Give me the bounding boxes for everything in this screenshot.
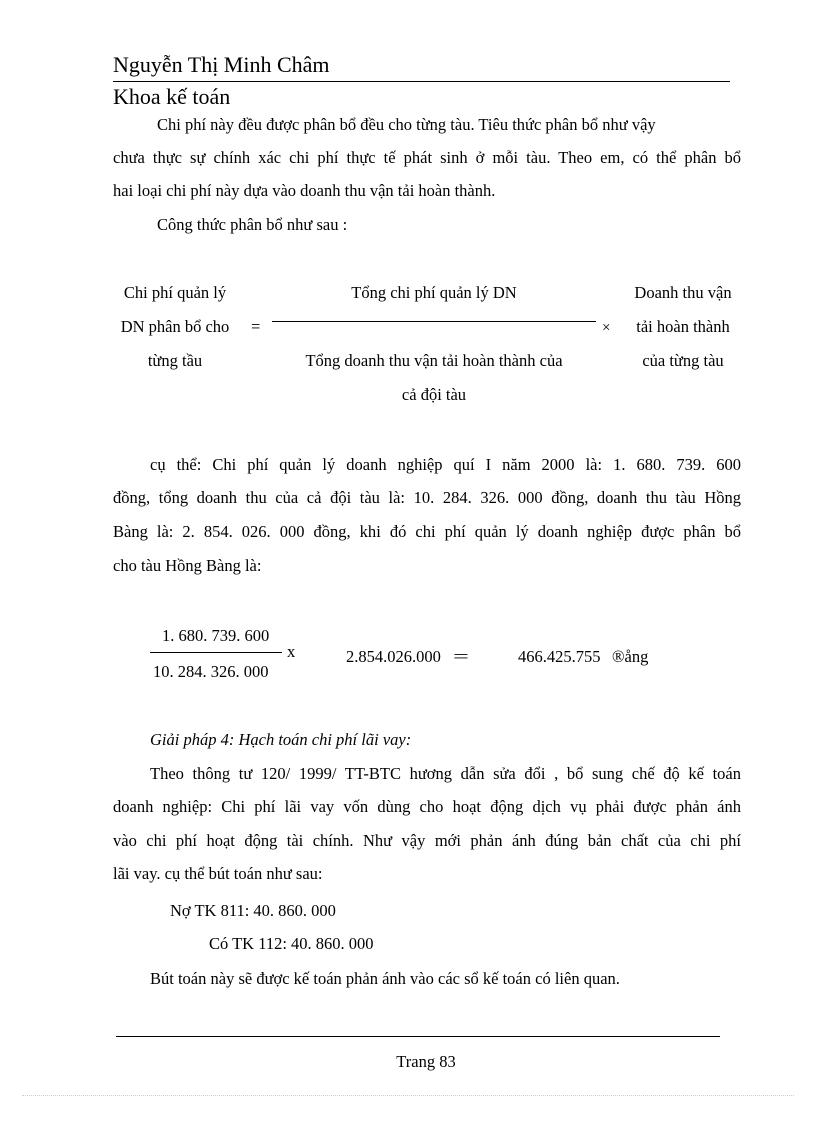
closing-sentence: Bút toán này sẽ được kế toán phản ánh vào các sổ kế toán có liên quan.: [150, 969, 620, 988]
intro-line-3: hai loại chi phí này dựa vào doanh thu vận tải hoàn thành.: [113, 181, 496, 200]
footer-rule: [116, 1036, 720, 1037]
calc-times: x: [287, 642, 296, 661]
formula-denominator-line-1: Tổng doanh thu vận tải hoàn thành của: [305, 351, 563, 370]
formula-times: ×: [602, 320, 611, 336]
intro-line-1: Chi phí này đều được phân bổ đều cho từng tàu. Tiêu thức phân bổ như vậy: [157, 115, 656, 134]
journal-credit: Có TK 112: 40. 860. 000: [209, 934, 374, 953]
formula-equals: =: [251, 317, 261, 336]
calc-numerator: 1. 680. 739. 600: [162, 626, 270, 645]
calc-fraction-bar: [150, 652, 282, 653]
example-line-3: Bàng là: 2. 854. 026. 000 đồng, khi đó chi phí quản lý doanh nghiệp được phân bổ: [113, 522, 741, 541]
solution-heading: Giải pháp 4: Hạch toán chi phí lãi vay:: [150, 730, 412, 749]
calc-result: 466.425.755: [518, 647, 601, 666]
example-line-1: cụ thể: Chi phí quản lý doanh nghiệp quí I năm 2000 là: 1. 680. 739. 600: [150, 455, 741, 474]
solution-line-1: Theo thông tư 120/ 1999/ TT-BTC hương dẫn sửa đổi , bổ sung chế độ kế toán: [150, 764, 741, 783]
formula-right-line-2: tải hoàn thành: [636, 317, 730, 336]
formula-denominator-line-2: cả đội tàu: [401, 385, 467, 404]
author-name: Nguyễn Thị Minh Châm: [113, 52, 330, 77]
formula-right-line-3: của từng tàu: [642, 351, 724, 370]
formula-left-line-1: Chi phí quản lý: [123, 283, 227, 302]
formula-fraction-bar: [272, 321, 596, 322]
formula-numerator: Tổng chi phí quản lý DN: [351, 283, 517, 302]
department-name: Khoa kế toán: [113, 84, 231, 109]
calc-unit: ®ång: [612, 647, 649, 666]
intro-line-2: chưa thực sự chính xác chi phí thực tế phát sinh ở mỗi tàu. Theo em, có thể phân bổ: [113, 148, 741, 167]
solution-line-3: vào chi phí hoạt động tài chính. Như vậy mới phản ánh đúng bản chất của chi phí: [113, 831, 741, 850]
formula-right-line-1: Doanh thu vận: [634, 283, 732, 302]
solution-line-4: lãi vay. cụ thể bút toán như sau:: [113, 864, 323, 883]
journal-debit: Nợ TK 811: 40. 860. 000: [170, 901, 336, 920]
formula-left-line-2: DN phân bổ cho: [120, 317, 230, 336]
calc-equals: =: [453, 647, 469, 666]
example-line-4: cho tàu Hồng Bàng là:: [113, 556, 262, 575]
formula-intro: Công thức phân bổ như sau :: [157, 215, 348, 234]
calc-multiplier: 2.854.026.000: [346, 647, 441, 666]
page-number: Trang 83: [396, 1052, 456, 1071]
example-line-2: đồng, tổng doanh thu của cả đội tàu là: 10. 284. 326. 000 đồng, doanh thu tàu Hồng: [113, 488, 741, 507]
header-rule: [113, 81, 730, 82]
formula-left-line-3: từng tầu: [147, 351, 203, 370]
page-edge-divider: [22, 1095, 794, 1096]
calc-denominator: 10. 284. 326. 000: [153, 662, 269, 681]
solution-line-2: doanh nghiệp: Chi phí lãi vay vốn dùng cho hoạt động dịch vụ phải được phản ánh: [113, 797, 741, 816]
